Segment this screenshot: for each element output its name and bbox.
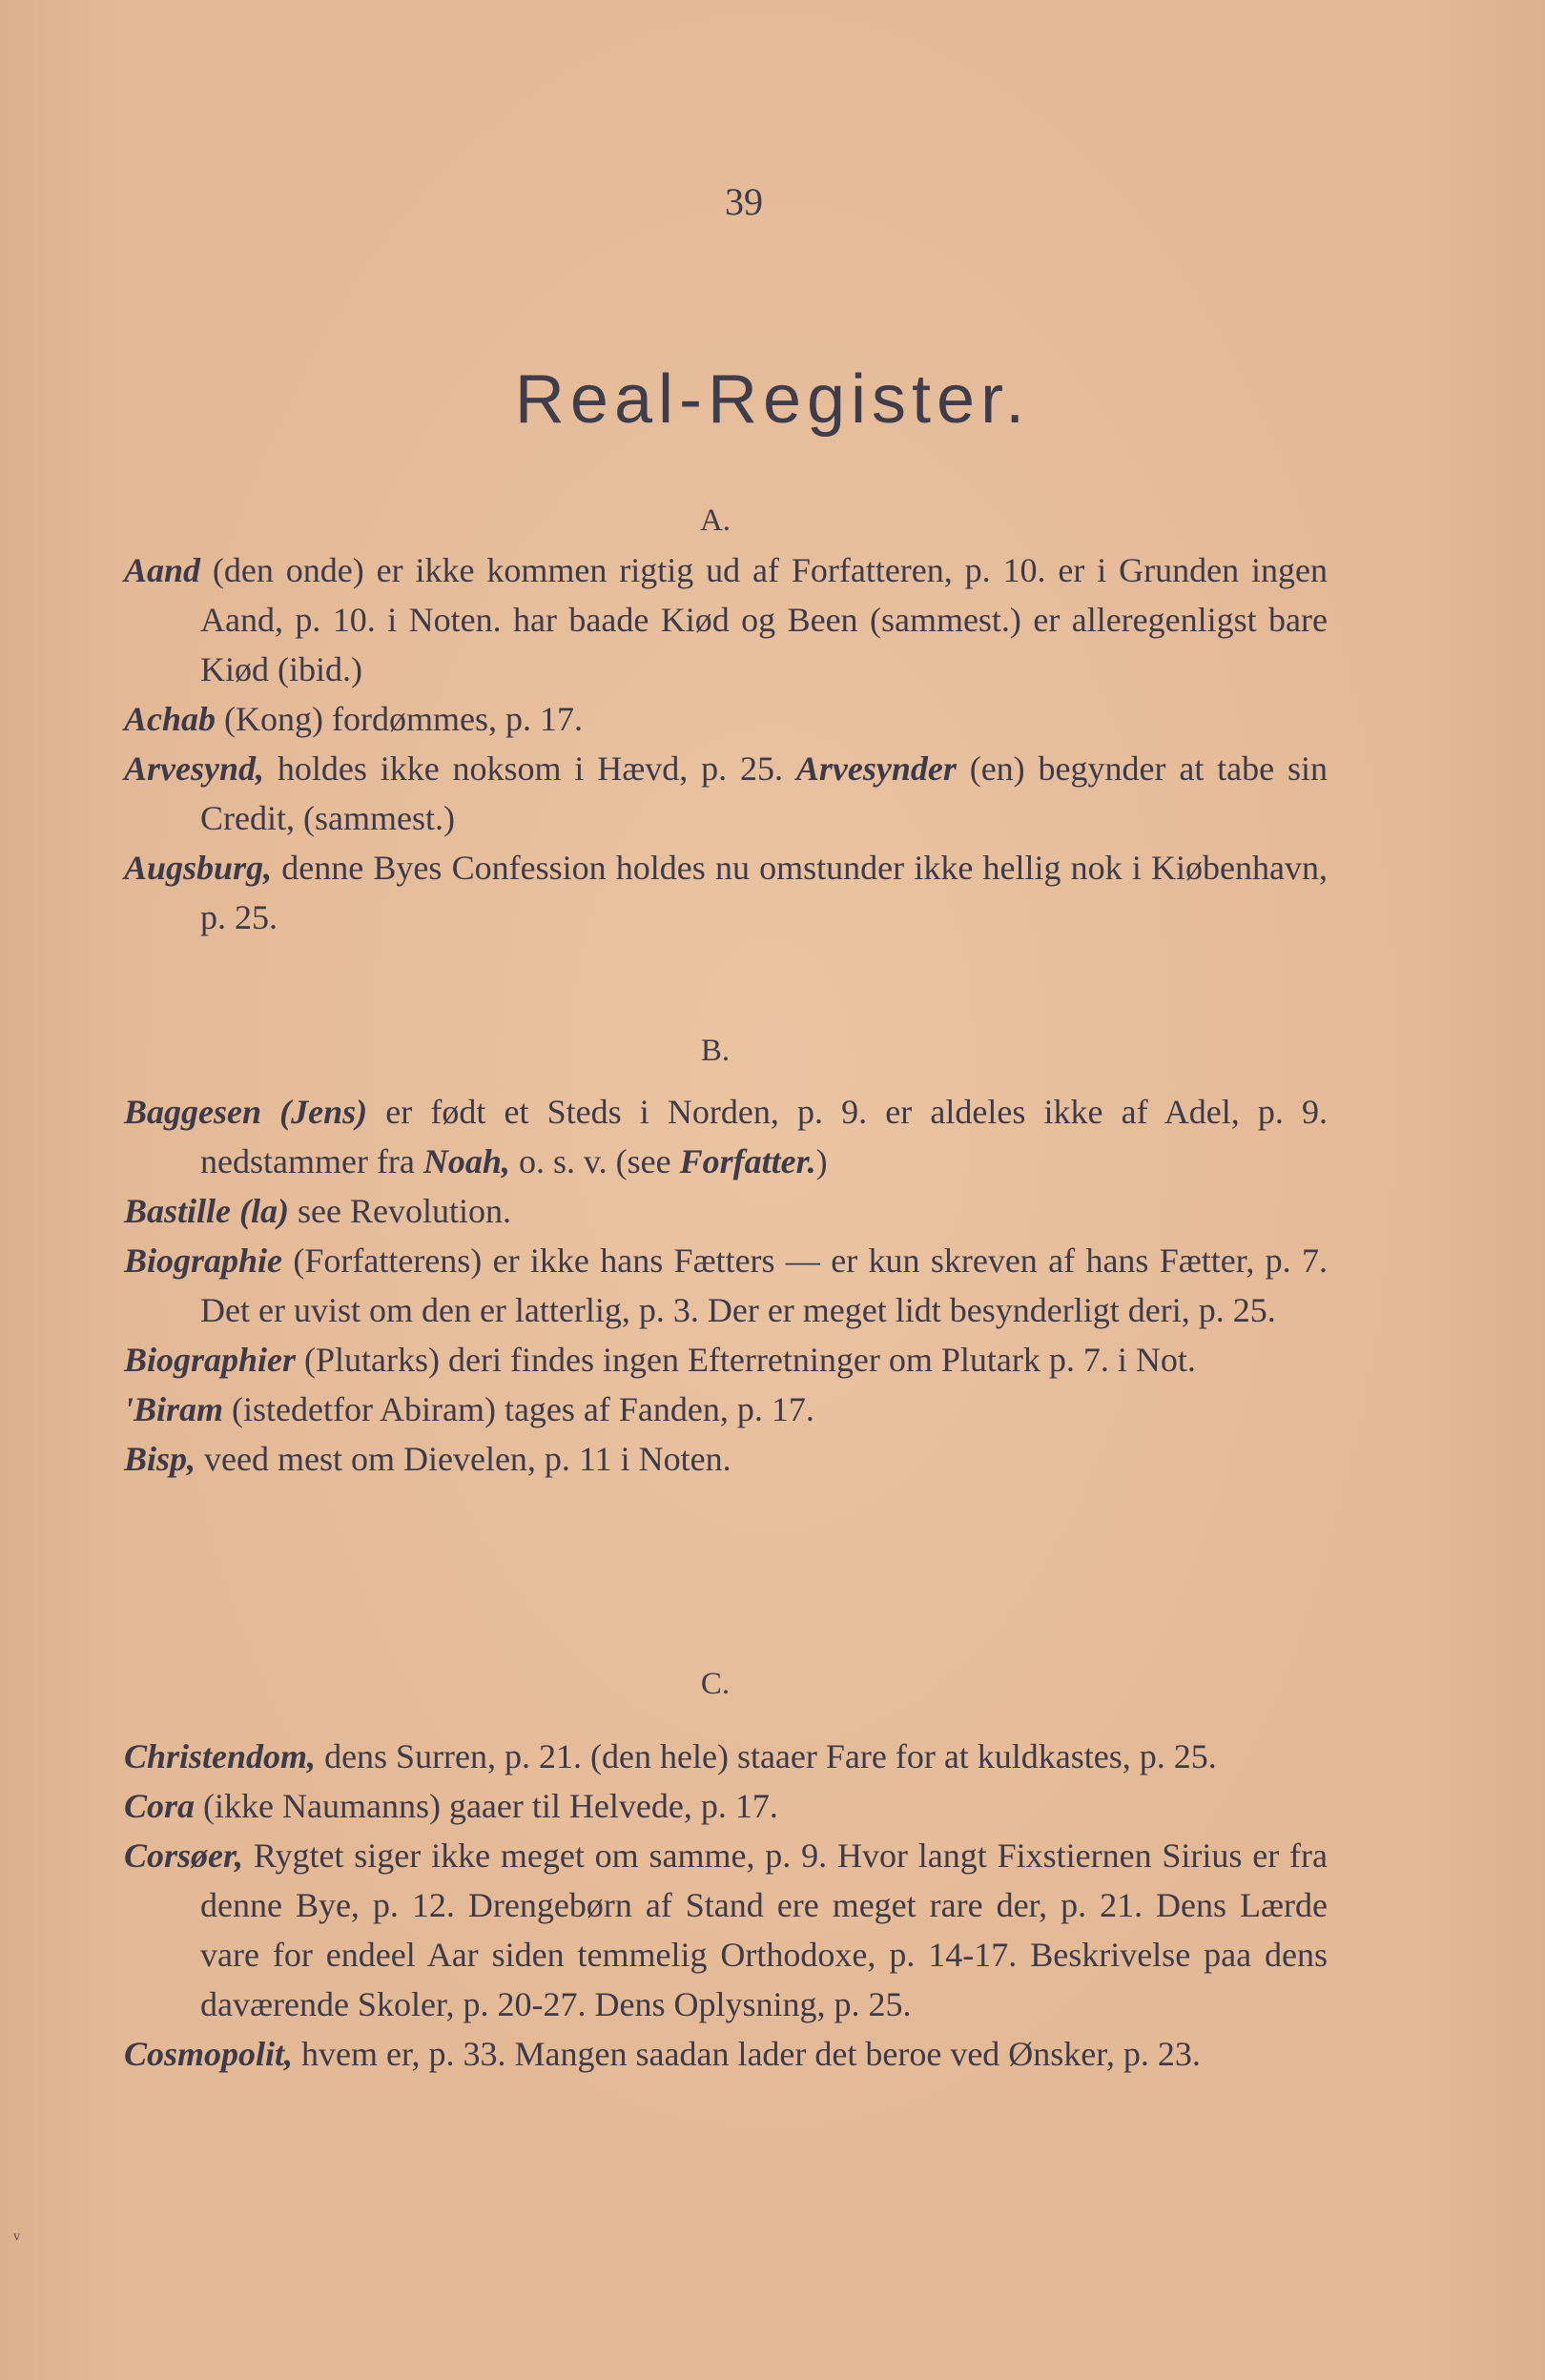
entry-text: Rygtet siger ikke meget om samme, p. 9. Hvor langt Fixstiernen Sirius er fra denne Bye, p. 12. Drengebørn af Stand ere meget rare der, p. 21. Dens Lærde vare for endeel Aar siden temmelig Orthodoxe, p. 14-17. Beskrivelse paa dens daværende Skoler, p. 20-27. Dens Oplysning, p. 25.: [200, 1836, 1328, 2023]
entry-text: (den onde) er ikke kommen rigtig ud af Forfatteren, p. 10. er i Grunden ingen Aand, p. 10. i Noten. har baade Kiød og Been (sammest.) er alleregenligst bare Kiød (ibid.): [200, 551, 1328, 688]
index-entry: [124, 1335, 1328, 1385]
entry-text-tertiary: ): [815, 1142, 828, 1180]
index-entry: [124, 1087, 1328, 1186]
index-entry: [124, 1385, 1328, 1434]
entry-keyword: Achab: [124, 700, 216, 738]
entry-text: denne Byes Confession holdes nu omstunder ikke hellig nok i Kiøbenhavn, p. 25.: [200, 849, 1328, 936]
index-entry: [124, 1434, 1328, 1484]
index-entry: [124, 545, 1328, 694]
index-entry: [124, 694, 1328, 744]
entry-text: veed mest om Dievelen, p. 11 i Noten.: [196, 1440, 731, 1478]
entry-keyword: Bastille (la): [124, 1192, 289, 1230]
entry-keyword: Bisp,: [124, 1440, 196, 1478]
entry-keyword: Biographier: [124, 1341, 297, 1379]
entry-keyword: Aand: [124, 551, 201, 589]
entry-text: (Forfatterens) er ikke hans Fætters — er kun skreven af hans Fætter, p. 7. Det er uvist om den er latterlig, p. 3. Der er meget lidt besynderligt deri, p. 25.: [200, 1241, 1328, 1329]
entry-keyword: Corsøer,: [124, 1836, 244, 1875]
section-b-entries: [124, 1087, 1328, 1484]
entry-keyword: Baggesen (Jens): [124, 1093, 368, 1131]
entry-text-secondary: (en) begynder at tabe sin Credit, (sammest.): [200, 749, 1329, 837]
entry-keyword: Cosmopolit,: [124, 2035, 294, 2073]
entry-text: (ikke Naumanns) gaaer til Helvede, p. 17.: [195, 1787, 778, 1825]
index-entry: [124, 744, 1328, 843]
entry-keyword-secondary: Noah,: [422, 1142, 510, 1180]
entry-text: (Kong) fordømmes, p. 17.: [216, 700, 583, 738]
page-title: Real-Register.: [514, 361, 1031, 438]
section-c-entries: [124, 1732, 1328, 2079]
index-entry: [124, 1236, 1328, 1335]
section-letter-a: A.: [699, 503, 731, 538]
entry-text: (istedetfor Abiram) tages af Fanden, p. 17.: [223, 1390, 814, 1428]
corner-ink-mark: ᵛ: [13, 2227, 21, 2252]
index-entry: [124, 1186, 1328, 1236]
page-number: 39: [725, 180, 763, 223]
index-entry: [124, 843, 1328, 942]
entry-keyword: 'Biram: [124, 1390, 224, 1428]
entry-keyword: Arvesynd,: [124, 749, 264, 788]
section-letter-c: C.: [700, 1667, 731, 1701]
section-letter-b: B.: [700, 1034, 731, 1068]
entry-text-secondary: o. s. v. (see: [509, 1142, 680, 1180]
entry-keyword: Cora: [124, 1787, 196, 1825]
entry-keyword-tertiary: Forfatter.: [679, 1142, 816, 1180]
entry-text: see Revolution.: [289, 1192, 511, 1230]
entry-text: (Plutarks) deri findes ingen Efterretninger om Plutark p. 7. i Not.: [296, 1341, 1196, 1379]
index-entry: [124, 2029, 1328, 2079]
entry-keyword: Biographie: [124, 1241, 283, 1280]
entry-keyword: Augsburg,: [124, 849, 273, 887]
entry-keyword-secondary: Arvesynder: [795, 749, 957, 788]
index-entry: [124, 1831, 1328, 2029]
entry-text: er født et Steds i Norden, p. 9. er aldeles ikke af Adel, p. 9. nedstammer fra: [200, 1093, 1328, 1180]
entry-text: hvem er, p. 33. Mangen saadan lader det beroe ved Ønsker, p. 23.: [293, 2035, 1201, 2073]
entry-keyword: Christendom,: [124, 1737, 317, 1775]
section-a-entries: [124, 545, 1328, 942]
index-entry: [124, 1781, 1328, 1831]
entry-text: dens Surren, p. 21. (den hele) staaer Fare for at kuldkastes, p. 25.: [316, 1737, 1217, 1775]
entry-text: holdes ikke noksom i Hævd, p. 25.: [264, 749, 796, 788]
index-entry: [124, 1732, 1328, 1781]
